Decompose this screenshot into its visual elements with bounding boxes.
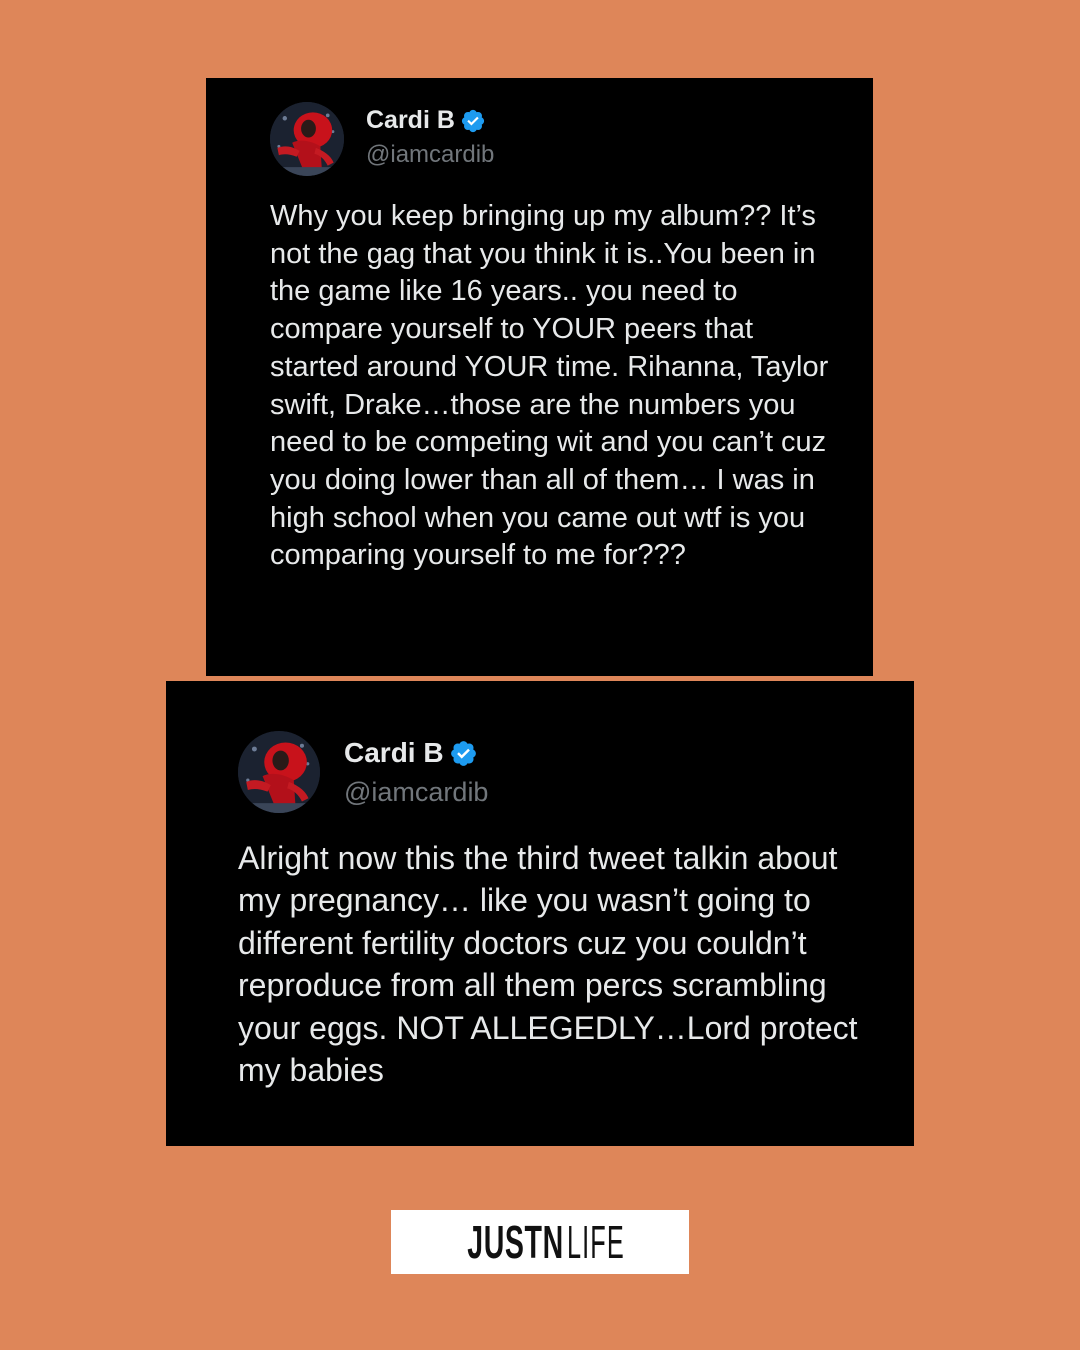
tweet-text: Why you keep bringing up my album?? It’s not the gag that you think it is..You been in the game like 16 years.. you need to compare yourself to YOUR peers that started around YOUR time. Rihanna, Taylor swift, Drake…those are the numbers you need to be competing wit and you can’t cuz you doing lower than all of them… I was in high school when you came out wtf is you comparing yourself to me for???: [270, 200, 829, 572]
brand-logo-bold: JUSTN: [466, 1216, 564, 1268]
tweet-card: [206, 78, 873, 676]
avatar[interactable]: [238, 731, 320, 813]
brand-logo-light: LIFE: [567, 1216, 626, 1268]
profile-photo: [238, 731, 320, 813]
tweet-card: [166, 681, 914, 1146]
verified-badge-icon: [449, 739, 478, 768]
name-row: [366, 106, 494, 135]
avatar[interactable]: [270, 102, 344, 176]
brand-logo: [391, 1210, 689, 1274]
name-row: [344, 737, 488, 769]
user-info: [344, 737, 488, 808]
display-name[interactable]: Cardi B: [366, 106, 455, 134]
user-info: [366, 106, 494, 169]
handle[interactable]: @iamcardib: [366, 141, 495, 168]
handle[interactable]: @iamcardib: [344, 777, 489, 807]
tweet-text: Alright now this the third tweet talkin about my pregnancy… like you wasn’t going to different fertility doctors cuz you couldn’t reproduce from all them percs scrambling your eggs. NOT ALLEGEDLY…Lord protect my babies: [238, 840, 858, 1089]
profile-photo: [270, 102, 344, 176]
display-name[interactable]: Cardi B: [344, 737, 444, 768]
verified-badge-icon: [460, 108, 486, 134]
